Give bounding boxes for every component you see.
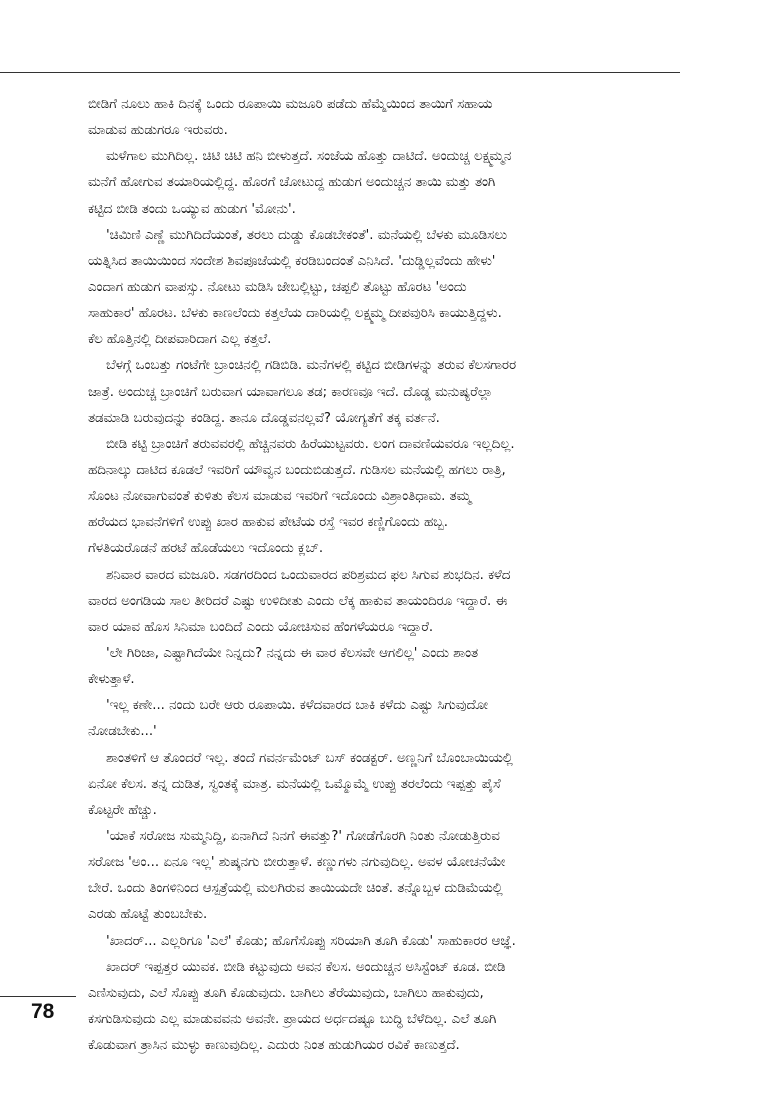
text-line: ಕಸಗುಡಿಸುವುದು ಎಲ್ಲ ಮಾಡುವವನು ಅವನೇ. ಪ್ರಾಯದ ಅರ್ಧದಷ್ಟೂ ಬುದ್ಧಿ ಬೆಳೆದಿಲ್ಲ. ಎಲೆ ತೂಗಿ xyxy=(88,1011,497,1027)
page-body xyxy=(88,92,678,1059)
text-line: ಹರೆಯದ ಭಾವನೆಗಳಿಗೆ ಉಪ್ಪು ಖಾರ ಹಾಕುವ ಪೇಟೆಯ ರಸ್ತೆ ಇವರ ಕಣ್ಣಿಗೊಂದು ಹಬ್ಬ. xyxy=(88,515,448,531)
text-line: ಬೀಡಿಗೆ ನೂಲು ಹಾಕಿ ದಿನಕ್ಕೆ ಒಂದು ರೂಪಾಯಿ ಮಜೂರಿ ಪಡೆದು ಹೆಮ್ಮೆಯಿಂದ ತಾಯಿಗೆ ಸಹಾಯ xyxy=(88,97,493,112)
text-line: ಬೀಡಿ ಕಟ್ಟಿ ಬ್ರಾಂಚಿಗೆ ತರುವವರಲ್ಲಿ ಹೆಚ್ಚಿನವರು ಹಿರೆಯುಟ್ಟವರು. ಲಂಗ ದಾವಣಿಯವರೂ ಇಲ್ಲದಿಲ್ಲ. xyxy=(106,436,515,452)
text-line: ಹದಿನಾಲ್ಕು ದಾಟಿದ ಕೂಡಲೆ ಇವರಿಗೆ ಯೌವ್ವನ ಬಂದುಬಿಡುತ್ತದೆ. ಗುಡಿಸಲ ಮನೆಯಲ್ಲಿ ಹಗಲು ರಾತ್ರಿ, xyxy=(88,462,506,478)
text-line: 'ಖಾದರ್... ಎಲ್ಲರಿಗೂ 'ಎಲೆ' ಕೊಡು; ಹೊಗೆಸೊಪ್ಪು ಸರಿಯಾಗಿ ತೂಗಿ ಕೊಡು' ಸಾಹುಕಾರರ ಆಜ್ಞೆ. xyxy=(106,933,516,949)
text-line: ಏನೋ ಕೆಲಸ. ತನ್ನ ದುಡಿತ, ಸ್ವಂತಕ್ಕೆ ಮಾತ್ರ. ಮನೆಯಲ್ಲಿ ಒಮ್ಮೊಮ್ಮೆ ಉಪ್ಪು ತರಲೆಂದು ಇಪ್ಪತ್ತು ಪೈಸೆ xyxy=(88,776,501,792)
text-line: ವಾರ ಯಾವ ಹೊಸ ಸಿನಿಮಾ ಬಂದಿದೆ ಎಂದು ಯೋಚಿಸುವ ಹೆಂಗಳೆಯರೂ ಇದ್ದಾರೆ. xyxy=(88,619,434,635)
text-line: ಮಳೆಗಾಲ ಮುಗಿದಿಲ್ಲ. ಚಿಟಿ ಚಿಟಿ ಹನಿ ಬೀಳುತ್ತದೆ. ಸಂಜೆಯ ಹೊತ್ತು ದಾಟಿದೆ. ಅಂದುಚ್ಚ ಲಕ್ಷ್ಮಮ್ಮನ xyxy=(106,149,512,165)
text-line: 'ಯಾಕೆ ಸರೋಜ ಸುಮ್ಮನಿದ್ದಿ, ಏನಾಗಿದೆ ನಿನಗೆ ಈವತ್ತು?' ಗೋಡೆಗೊರಗಿ ನಿಂತು ನೋಡುತ್ತಿರುವ xyxy=(106,828,500,844)
text-line: ನೋಡಬೇಕು...' xyxy=(88,724,157,740)
text-line: ತಡಮಾಡಿ ಬರುವುದನ್ನು ಕಂಡಿದ್ದ. ತಾನೂ ದೊಡ್ಡವನಲ್ಲವೆ? ಯೋಗ್ಯತೆಗೆ ತಕ್ಕ ವರ್ತನೆ. xyxy=(88,410,440,426)
text-line: ಎರಡು ಹೊಟ್ಟೆ ತುಂಬಬೇಕು. xyxy=(88,907,208,923)
text-line: ಎಂದಾಗ ಹುಡುಗ ವಾಪಸ್ಸು. ನೋಟು ಮಡಿಸಿ ಜೇಬಲ್ಲಿಟ್ಟು, ಚಪ್ಪಲಿ ತೊಟ್ಟು ಹೊರಟ 'ಅಂದು xyxy=(88,279,467,295)
text-line: ಬೇರೆ. ಒಂದು ತಿಂಗಳಿನಿಂದ ಆಸ್ಪತ್ರೆಯಲ್ಲಿ ಮಲಗಿರುವ ತಾಯಿಯದೇ ಚಿಂತೆ. ತನ್ನೊಬ್ಬಳ ದುಡಿಮೆಯಲ್ಲಿ xyxy=(88,881,503,897)
page-number: 78 xyxy=(31,1000,55,1023)
text-line: ಕೆಲ ಹೊತ್ತಿನಲ್ಲಿ ದೀಪವಾರಿದಾಗ ಎಲ್ಲ ಕತ್ತಲೆ. xyxy=(88,332,272,348)
text-line: ಶಾಂತಳಿಗೆ ಆ ತೊಂದರೆ ಇಲ್ಲ. ತಂದೆ ಗವರ್ನಮೆಂಟ್ ಬಸ್ ಕಂಡಕ್ಟರ್. ಅಣ್ಣನಿಗೆ ಬೊಂಬಾಯಿಯಲ್ಲಿ xyxy=(106,750,513,766)
text-line: ಬೆಳಗ್ಗೆ ಒಂಬತ್ತು ಗಂಟೆಗೇ ಬ್ರಾಂಚಿನಲ್ಲಿ ಗಡಿಬಿಡಿ. ಮನೆಗಳಲ್ಲಿ ಕಟ್ಟಿದ ಬೀಡಿಗಳನ್ನು ತರುವ ಕೆಲಸಗಾರರ xyxy=(106,358,517,374)
text-line: ವಾರದ ಅಂಗಡಿಯ ಸಾಲ ತೀರಿದರೆ ಎಷ್ಟು ಉಳಿದೀತು ಎಂದು ಲೆಕ್ಕ ಹಾಕುವ ತಾಯಂದಿರೂ ಇದ್ದಾರೆ. ಈ xyxy=(88,593,508,609)
text-line: ಸಾಹುಕಾರ' ಹೊರಟ. ಬೆಳಕು ಕಾಣಲೆಂದು ಕತ್ತಲೆಯ ದಾರಿಯಲ್ಲಿ ಲಕ್ಷ್ಮಮ್ಮ ದೀಪವುರಿಸಿ ಕಾಯುತ್ತಿದ್ದಳು. xyxy=(88,306,502,322)
text-line: 'ಇಲ್ಲ ಕಣೇ... ನಂದು ಬರೇ ಆರು ರೂಪಾಯಿ. ಕಳೆದವಾರದ ಬಾಕಿ ಕಳೆದು ಎಷ್ಟು ಸಿಗುವುದೋ xyxy=(106,698,488,714)
text-line: ಕೊಡುವಾಗ ತ್ರಾಸಿನ ಮುಳ್ಳು ಕಾಣುವುದಿಲ್ಲ. ಎದುರು ನಿಂತ ಹುಡುಗಿಯರ ರವಿಕೆ ಕಾಣುತ್ತದೆ. xyxy=(88,1038,460,1054)
text-line: ಕೇಳುತ್ತಾಳೆ. xyxy=(88,672,135,688)
text-line: ಖಾದರ್ ಇಪ್ಪತ್ತರ ಯುವಕ. ಬೀಡಿ ಕಟ್ಟುವುದು ಅವನ ಕೆಲಸ. ಅಂದುಚ್ಚನ ಅಸಿಸ್ಟೆಂಟ್ ಕೂಡ. ಬೀಡಿ xyxy=(106,959,506,975)
text-line: ಮನೆಗೆ ಹೋಗುವ ತಯಾರಿಯಲ್ಲಿದ್ದ. ಹೊರಗೆ ಚೋಟುದ್ದ ಹುಡುಗ ಅಂದುಚ್ಚನ ತಾಯಿ ಮತ್ತು ತಂಗಿ xyxy=(88,175,496,191)
text-line: ಶನಿವಾರ ವಾರದ ಮಜೂರಿ. ಸಡಗರದಿಂದ ಒಂದುವಾರದ ಪರಿಶ್ರಮದ ಫಲ ಸಿಗುವ ಶುಭದಿನ. ಕಳೆದ xyxy=(106,567,511,583)
text-line: ಸರೋಜ 'ಅಂ... ಏನೂ ಇಲ್ಲ' ಶುಷ್ಕನಗು ಬೀರುತ್ತಾಳೆ. ಕಣ್ಣುಗಳು ನಗುವುದಿಲ್ಲ. ಅವಳ ಯೋಚನೆಯೇ xyxy=(88,855,506,871)
text-line: 'ಚಿಮಿಣಿ ಎಣ್ಣೆ ಮುಗಿದಿದೆಯಂತೆ, ತರಲು ದುಡ್ಡು ಕೊಡಬೇಕಂತೆ'. ಮನೆಯಲ್ಲಿ ಬೆಳಕು ಮೂಡಿಸಲು xyxy=(106,227,508,243)
text-line: ಸೊಂಟ ನೋವಾಗುವಂತೆ ಕುಳಿತು ಕೆಲಸ ಮಾಡುವ ಇವರಿಗೆ ಇದೊಂದು ವಿಶ್ರಾಂತಿಧಾಮ. ತಮ್ಮ xyxy=(88,489,472,505)
text-line: ಕಟ್ಟಿದ ಬೀಡಿ ತಂದು ಒಯ್ಯುವ ಹುಡುಗ 'ಮೋನು'. xyxy=(88,201,296,217)
text-line: ಮಾಡುವ ಹುಡುಗರೂ ಇರುವರು. xyxy=(88,123,228,139)
text-line: ಎಣಿಸುವುದು, ಎಲೆ ಸೊಪ್ಪು ತೂಗಿ ಕೊಡುವುದು. ಬಾಗಿಲು ತೆರೆಯುವುದು, ಬಾಗಿಲು ಹಾಕುವುದು, xyxy=(88,985,484,1001)
text-line: 'ಲೇ ಗಿರಿಜಾ, ಎಷ್ಟಾಗಿದೆಯೇ ನಿನ್ನದು? ನನ್ನದು ಈ ವಾರ ಕೆಲಸವೇ ಆಗಲಿಲ್ಲ' ಎಂದು ಶಾಂತ xyxy=(106,645,479,661)
text-line: ಯತ್ನಿಸಿದ ತಾಯಿಯಿಂದ ಸಂದೇಶ ಶಿವಪೂಜೆಯಲ್ಲಿ ಕರಡಿಬಂದಂತೆ ಎನಿಸಿದೆ. 'ದುಡ್ಡಿಲ್ಲವೆಂದು ಹೇಳು' xyxy=(88,253,496,269)
text-line: ಕೊಟ್ಟರೇ ಹೆಚ್ಚು. xyxy=(88,802,157,818)
header-rule xyxy=(0,72,680,73)
text-line: ಗೆಳತಿಯರೊಡನೆ ಹರಟೆ ಹೊಡೆಯಲು ಇದೊಂದು ಕ್ಲಬ್. xyxy=(88,541,324,557)
text-line: ಜಾತ್ರೆ. ಅಂದುಚ್ಚ ಬ್ರಾಂಚಿಗೆ ಬರುವಾಗ ಯಾವಾಗಲೂ ತಡ; ಕಾರಣವೂ ಇದೆ. ದೊಡ್ಡ ಮನುಷ್ಯರೆಲ್ಲಾ xyxy=(88,384,493,400)
footer-rule xyxy=(0,996,76,997)
